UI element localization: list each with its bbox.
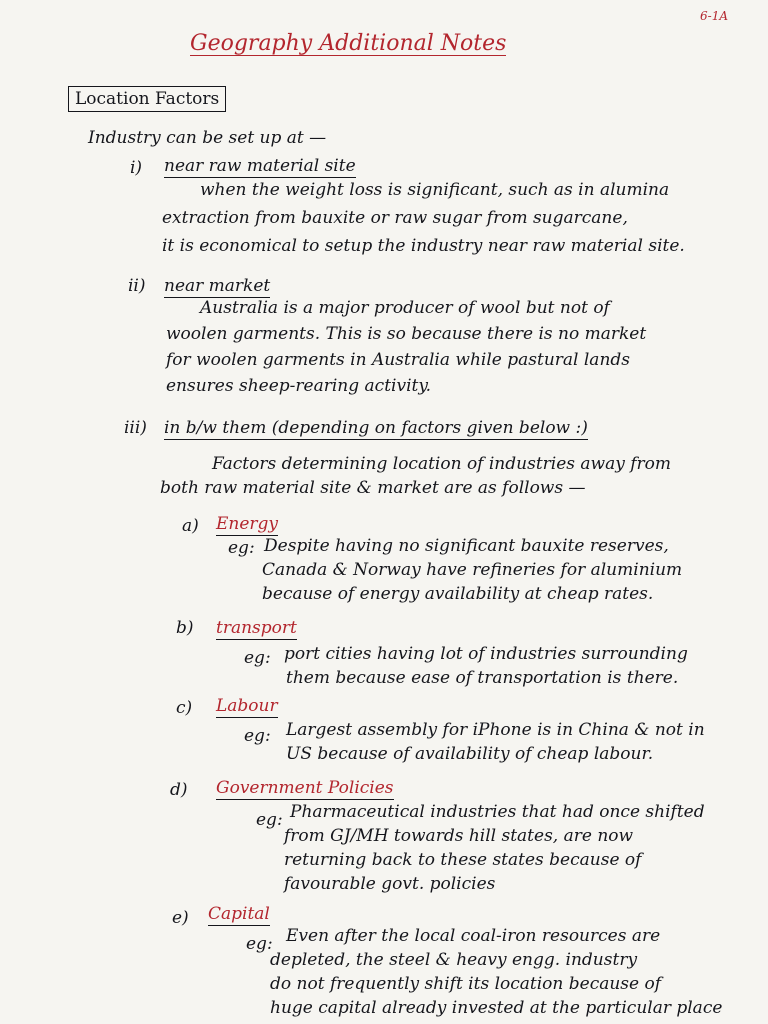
factor-eg: eg: — [246, 934, 273, 954]
factor-marker: b) — [176, 618, 194, 638]
item-line: woolen garments. This is so because there is no market — [166, 324, 647, 344]
factor-eg: eg: — [228, 538, 255, 558]
factor-line: do not frequently shift its location because of — [270, 974, 662, 994]
section-heading: Location Factors — [68, 86, 226, 112]
item-line: ensures sheep-rearing activity. — [166, 376, 432, 396]
intro-text: Industry can be set up at — — [88, 128, 327, 148]
factor-line: Canada & Norway have refineries for aluminium — [262, 560, 683, 580]
factor-heading: Labour — [216, 696, 278, 716]
item-line: extraction from bauxite or raw sugar from sugarcane, — [162, 208, 628, 228]
item-heading: near market — [164, 276, 271, 296]
factor-line: returning back to these states because of — [284, 850, 642, 870]
item-marker: iii) — [124, 418, 147, 438]
factor-heading: Energy — [216, 514, 279, 534]
item-line: Factors determining location of industries away from — [212, 454, 671, 474]
factor-marker: c) — [176, 698, 193, 718]
factor-line: port cities having lot of industries surrounding — [284, 644, 688, 664]
factor-marker: a) — [182, 516, 199, 536]
factor-eg: eg: — [256, 810, 283, 830]
factor-line: them because ease of transportation is there. — [286, 668, 679, 688]
factor-heading: transport — [216, 618, 297, 638]
item-line: both raw material site & market are as follows — — [160, 478, 586, 498]
item-line: when the weight loss is significant, such as in alumina — [200, 180, 670, 200]
factor-line: Despite having no significant bauxite reserves, — [264, 536, 669, 556]
factor-eg: eg: — [244, 648, 271, 668]
item-line: Australia is a major producer of wool but not of — [200, 298, 610, 318]
item-line: it is economical to setup the industry near raw material site. — [162, 236, 685, 256]
item-marker: i) — [130, 158, 143, 178]
factor-heading: Capital — [208, 904, 270, 924]
factor-line: US because of availability of cheap labour. — [286, 744, 654, 764]
factor-heading: Government Policies — [216, 778, 394, 798]
factor-line: Largest assembly for iPhone is in China & not in — [286, 720, 705, 740]
factor-eg: eg: — [244, 726, 271, 746]
factor-line: Pharmaceutical industries that had once shifted — [290, 802, 705, 822]
factor-line: favourable govt. policies — [284, 874, 496, 894]
page-number: 6-1A — [700, 9, 728, 23]
page-title: Geography Additional Notes — [190, 31, 507, 56]
factor-line: depleted, the steel & heavy engg. industry — [270, 950, 638, 970]
item-marker: ii) — [128, 276, 146, 296]
factor-line: from GJ/MH towards hill states, are now — [284, 826, 634, 846]
factor-line: because of energy availability at cheap rates. — [262, 584, 654, 604]
item-heading: in b/w them (depending on factors given below :) — [164, 418, 588, 438]
factor-line: huge capital already invested at the particular place — [270, 998, 723, 1018]
item-heading: near raw material site — [164, 156, 356, 176]
factor-marker: d) — [170, 780, 188, 800]
factor-line: Even after the local coal-iron resources are — [286, 926, 661, 946]
item-line: for woolen garments in Australia while pastural lands — [166, 350, 630, 370]
factor-marker: e) — [172, 908, 189, 928]
